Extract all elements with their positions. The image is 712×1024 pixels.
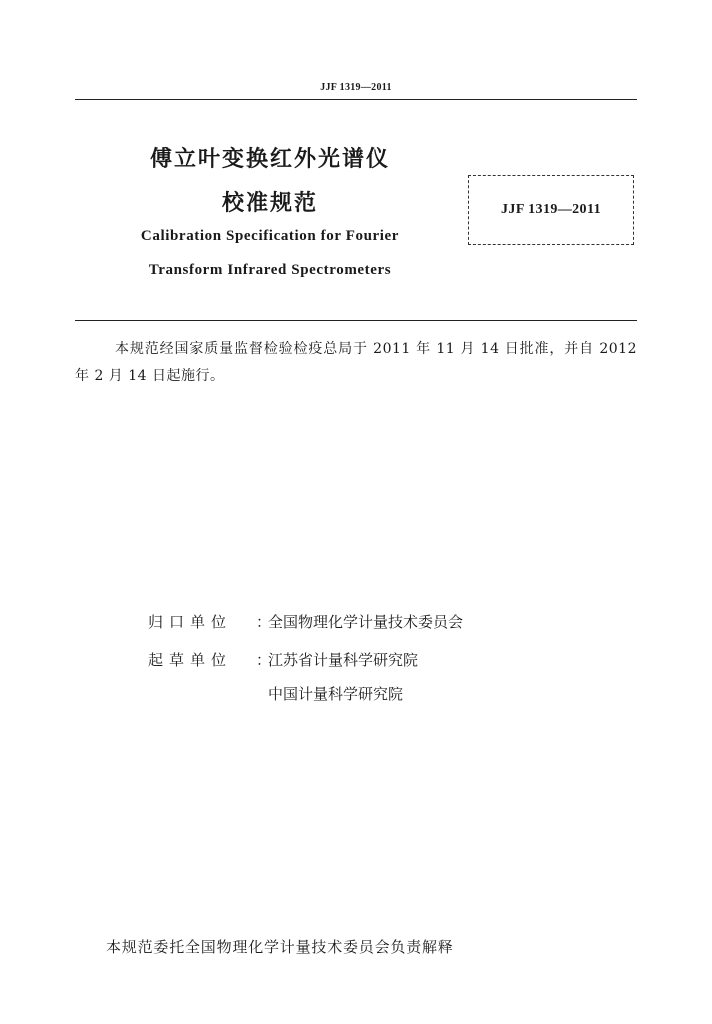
interpretation-note: 本规范委托全国物理化学计量技术委员会负责解释 [106, 938, 454, 956]
title-chinese-line-1: 傅立叶变换红外光谱仪 [149, 147, 390, 172]
header-standard-code: JJF 1319—2011 [320, 82, 392, 93]
standard-code-text: JJF 1319—2011 [501, 202, 601, 217]
standard-code-box [468, 175, 634, 245]
responsible-unit-row [148, 611, 463, 632]
responsible-unit-value: 全国物理化学计量技术委员会 [268, 613, 464, 631]
title-english-line-2: Transform Infrared Spectrometers [148, 262, 392, 278]
title-english-line-1: Calibration Specification for Fourier [140, 228, 400, 244]
drafting-unit-separator: ： [256, 651, 272, 669]
drafting-unit-value-1: 江苏省计量科学研究院 [268, 651, 419, 669]
responsible-unit-label: 归口单位 [148, 613, 233, 631]
drafting-unit-value-2: 中国计量科学研究院 [268, 685, 404, 703]
title-chinese-line-2: 校准规范 [221, 191, 318, 216]
responsible-unit-separator: ： [256, 613, 272, 631]
drafting-unit-label: 起草单位 [148, 651, 233, 669]
drafting-unit-row [148, 649, 418, 670]
header-divider [75, 99, 637, 100]
approval-statement: 本规范经国家质量监督检验检疫总局于 2011 年 11 月 14 日批准，并自 2012 年 2 月 14 日起施行。 [75, 341, 637, 384]
main-divider [75, 320, 637, 321]
drafting-unit-row-2 [268, 683, 403, 704]
